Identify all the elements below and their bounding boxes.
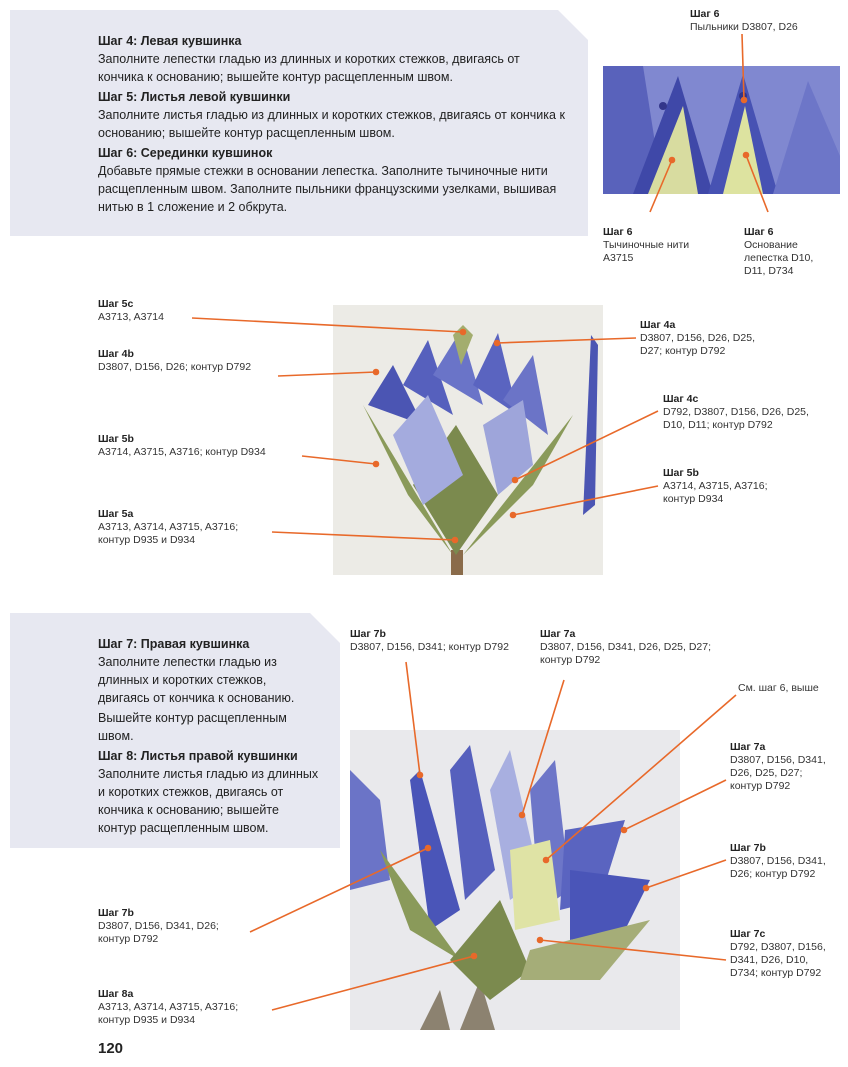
label-step5a: Шаг 5a A3713, A3714, A3715, A3716; контур D935 и D934 <box>98 508 239 546</box>
leader-step4a <box>497 338 636 343</box>
leader-step4b <box>278 372 376 376</box>
label-step7b-top: Шаг 7b D3807, D156, D341; контур D792 <box>350 628 509 653</box>
step7-title: Шаг 7: Правая кувшинка <box>98 637 250 651</box>
step5-text: Заполните листья гладью из длинных и коротких стежков, двигаясь от кончика к основанию; вышейте контур расщепленным швом. <box>98 108 565 140</box>
leader-see-step6 <box>546 695 736 860</box>
leader-step5b-right <box>513 486 658 515</box>
label-step7b-left: Шаг 7b D3807, D156, D341, D26; контур D792 <box>98 907 219 945</box>
step5-title: Шаг 5: Листья левой кувшинки <box>98 90 291 104</box>
label-step5b-right: Шаг 5b A3714, A3715, A3716; контур D934 <box>663 467 768 505</box>
label-see-step6: См. шаг 6, выше <box>738 682 819 694</box>
leader-step7c <box>540 940 726 960</box>
label-step7c: Шаг 7c D792, D3807, D156, D341, D26, D10, D734; контур D792 <box>730 928 826 979</box>
leader-filaments <box>650 160 672 212</box>
label-step4b: Шаг 4b D3807, D156, D26; контур D792 <box>98 348 252 373</box>
label-filaments: Шаг 6 Тычиночные нити A3715 <box>603 226 690 264</box>
leader-step7a-top <box>522 680 564 815</box>
step8-title: Шаг 8: Листья правой кувшинки <box>98 749 298 763</box>
leader-step7b-left <box>250 848 428 932</box>
label-step7a-top: Шаг 7a D3807, D156, D341, D26, D25, D27; контур D792 <box>540 628 712 666</box>
step6-text: Добавьте прямые стежки в основании лепестка. Заполните тычиночные нити расщепленным швом. Заполните пыльники французскими узелками, вышивая нитью в 1 сложение и 2 обкрута. <box>98 164 557 214</box>
leader-step5a <box>272 532 455 540</box>
leader-petal-base <box>746 155 768 212</box>
label-step7a-right: Шаг 7a D3807, D156, D341, D26, D25, D27; контур D792 <box>730 741 826 792</box>
leader-step4c <box>515 411 658 480</box>
label-petal-base: Шаг 6 Основание лепестка D10, D11, D734 <box>744 226 814 277</box>
step6-title: Шаг 6: Серединки кувшинок <box>98 146 273 160</box>
label-step7b-right: Шаг 7b D3807, D156, D341, D26; контур D792 <box>730 842 826 880</box>
page-number: 120 <box>98 1040 124 1057</box>
step7-text1: Заполните лепестки гладью из длинных и коротких стежков, двигаясь от кончика к основанию. <box>98 655 295 705</box>
leader-anthers <box>742 34 744 100</box>
label-step4c: Шаг 4c D792, D3807, D156, D26, D25, D10, D11; контур D792 <box>663 393 809 431</box>
step8-text: Заполните листья гладью из длинных и коротких стежков, двигаясь от кончика к основанию; вышейте контур расщепленным швом. <box>98 767 319 835</box>
leader-step7b-right <box>646 860 726 888</box>
label-step4a: Шаг 4a D3807, D156, D26, D25, D27; контур D792 <box>640 319 755 357</box>
leader-step8a <box>272 956 474 1010</box>
leader-step5b-left <box>302 456 376 464</box>
leader-step7b-top <box>406 662 420 775</box>
step4-text: Заполните лепестки гладью из длинных и коротких стежков, двигаясь от кончика к основанию; вышейте контур расщепленным швом. <box>98 52 520 84</box>
leader-step5c <box>192 318 463 332</box>
step7-text2: Вышейте контур расщепленным швом. <box>98 711 287 743</box>
step4-title: Шаг 4: Левая кувшинка <box>98 34 242 48</box>
label-step5c: Шаг 5c A3713, A3714 <box>98 298 164 323</box>
label-anthers: Шаг 6 Пыльники D3807, D26 <box>690 8 798 33</box>
leader-step7a-right <box>624 780 726 830</box>
label-step5b-left: Шаг 5b A3714, A3715, A3716; контур D934 <box>98 433 266 458</box>
label-step8a: Шаг 8a A3713, A3714, A3715, A3716; контур D935 и D934 <box>98 988 239 1026</box>
